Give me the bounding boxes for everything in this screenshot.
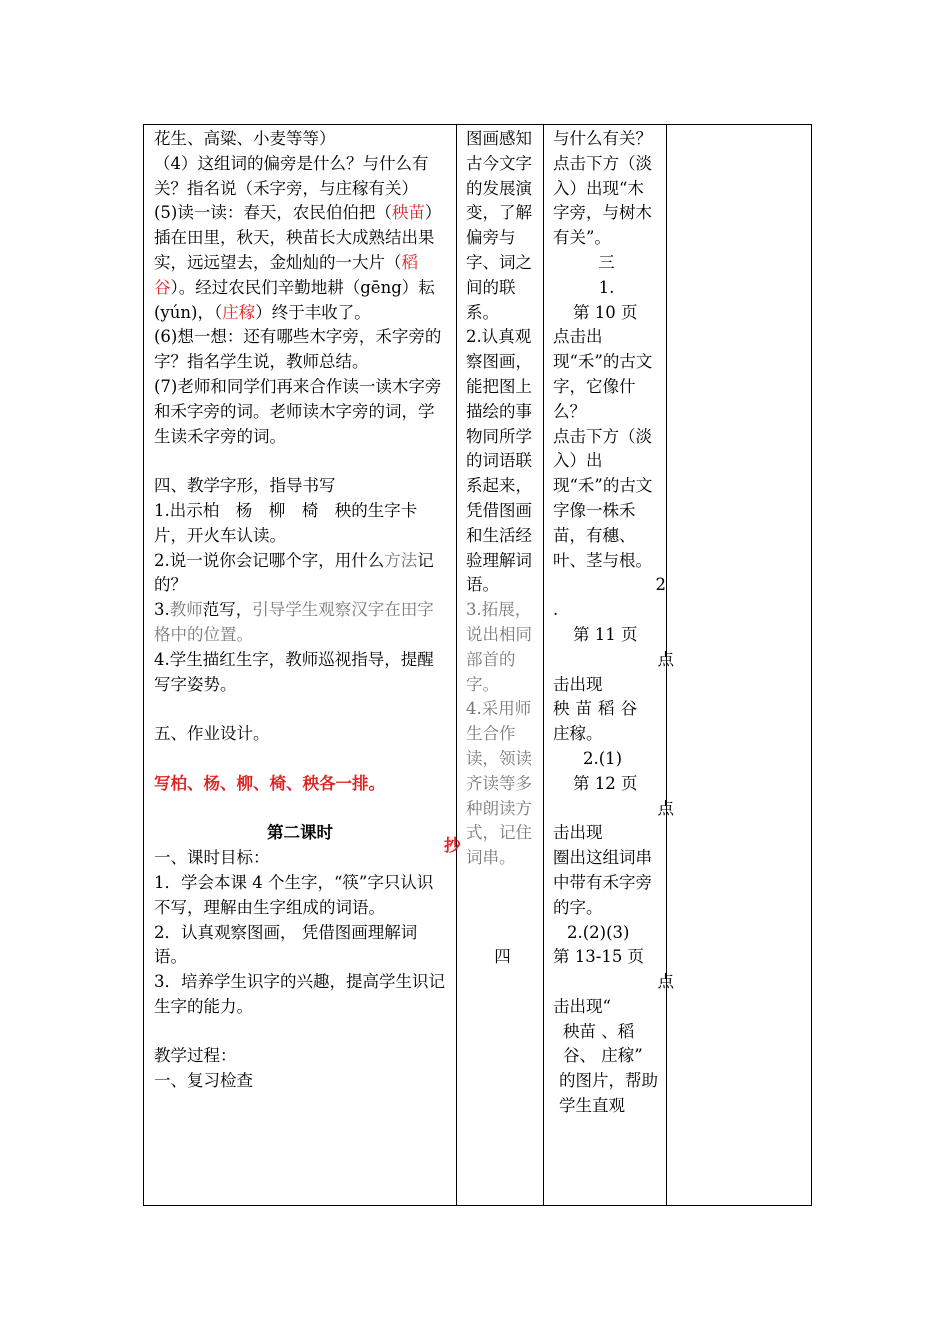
margin-mark: 抄 — [444, 836, 461, 855]
word-daogu: 稻谷 — [154, 252, 418, 297]
goals-title: 一、课时目标： — [154, 848, 270, 868]
cw-text: 秧苗 、稻谷、 庄稼” — [563, 1021, 643, 1066]
section-4-title: 四、教学字形，指导书写 — [154, 476, 336, 496]
notes-cell — [667, 125, 812, 1206]
section-5-title: 五、作业设计。 — [154, 724, 270, 744]
cw-text: 击出现“ — [553, 996, 611, 1016]
cw-text: 的图片，帮助学生直观 — [559, 1071, 658, 1116]
goal-2: 2．认真观察图画， 凭借图画理解词语。 — [154, 922, 418, 967]
section-4-item-2: 2.说一说你会记哪个字，用什么方法记的？ — [154, 550, 434, 595]
goal-1: 1．学会本课 4 个生字，“筷”字只认识不写，理解由生字组成的词语。 — [154, 872, 434, 917]
cw-text: 2.(1) — [583, 748, 623, 768]
word-zhuangjia: 庄稼 — [222, 302, 256, 322]
read-paragraph: (5)读一读：春天，农民伯伯把（秧苗）插在田里，秋天，秧苗长大成熟结出果实，远远望去，金灿灿的一大片（稻谷）。经过农民们辛勤地耕（gēng）耘(yún)，（庄稼）终于丰收了。 — [154, 203, 442, 322]
lesson-2-title: 第二课时 — [267, 823, 333, 843]
section-4-item-1: 1.出示柏 杨 柳 椅 秧的生字卡片，开火车认读。 — [154, 500, 418, 545]
cw-text: 点击出现“禾”的古文字，它像什么？ — [553, 327, 653, 421]
cw-text: 击出现 — [553, 823, 603, 843]
cw-text: 点 — [657, 972, 674, 992]
courseware-cell — [544, 125, 674, 1206]
section-mark: 四 — [494, 946, 511, 966]
cw-text: 点击下方（淡入）出现“禾”的古文字像一株禾苗，有穗、叶、茎与根。 — [553, 426, 653, 570]
teaching-process-cell — [144, 125, 457, 1206]
text-line: 花生、高粱、小麦等等） — [154, 129, 336, 148]
intent-1: 图画感知古今文字的发展演变，了解偏旁与字、词之间的联系。 — [466, 129, 532, 322]
cw-text: 三 — [598, 252, 615, 272]
process-title: 教学过程： — [154, 1046, 237, 1066]
intent-2: 2.认真观察图画，能把图上描绘的事物同所学的词语联系起来，凭借图画和生活经验理解词语。 — [466, 327, 532, 595]
cw-text: 点 — [657, 649, 674, 669]
cw-text: 点击下方（淡入）出现“木字旁，与树木有关”。 — [553, 153, 652, 248]
question-4: （4）这组词的偏旁是什么？与什么有关？指名说（禾字旁，与庄稼有关） — [154, 153, 429, 198]
cw-text: 2 — [655, 575, 666, 595]
cooperate-paragraph: (7)老师和同学们再来合作读一读木字旁和禾字旁的词。老师读木字旁的词，学生读禾字旁的词。 — [154, 376, 442, 446]
word-yangmiao: 秧苗 — [391, 203, 425, 223]
think-paragraph: (6)想一想：还有哪些木字旁，禾字旁的字？指名学生说，教师总结。 — [154, 327, 442, 372]
cw-text: 第 10 页 — [573, 302, 638, 322]
cw-text: 第 13-15 页 — [553, 947, 645, 967]
section-4-item-4: 4.学生描红生字，教师巡视指导，提醒写字姿势。 — [154, 649, 434, 694]
cw-text: . — [553, 600, 559, 620]
cw-text: 2.(2)(3) — [567, 922, 630, 942]
design-intent-cell — [457, 125, 544, 1206]
cw-text: 与什么有关？ — [553, 129, 652, 148]
cw-text: 第 12 页 — [573, 773, 638, 793]
cw-text: 击出现 — [553, 674, 603, 694]
cw-text: 1. — [598, 277, 615, 297]
homework-text: 写柏、杨、柳、椅、秧各一排。 — [154, 773, 385, 793]
cw-text: 庄稼。 — [553, 724, 603, 744]
cw-text: 圈出这组词串中带有禾字旁的字。 — [553, 848, 652, 917]
intent-4: 4.采用师生合作读，领读齐读等多种朗读方式，记住词串。 — [466, 699, 532, 868]
review-title: 一、复习检查 — [154, 1071, 253, 1091]
cw-text: 秧苗稻谷 — [553, 699, 643, 719]
lesson-plan-table — [143, 124, 812, 1206]
cw-text: 点 — [657, 798, 674, 818]
intent-3: 3.拓展，说出相同部首的字。 — [466, 600, 532, 694]
cw-text: 第 11 页 — [573, 624, 638, 644]
section-4-item-3: 3.教师范写，引导学生观察汉字在田字格中的位置。 — [154, 600, 434, 644]
goal-3: 3．培养学生识字的兴趣，提高学生识记生字的能力。 — [154, 972, 445, 1016]
